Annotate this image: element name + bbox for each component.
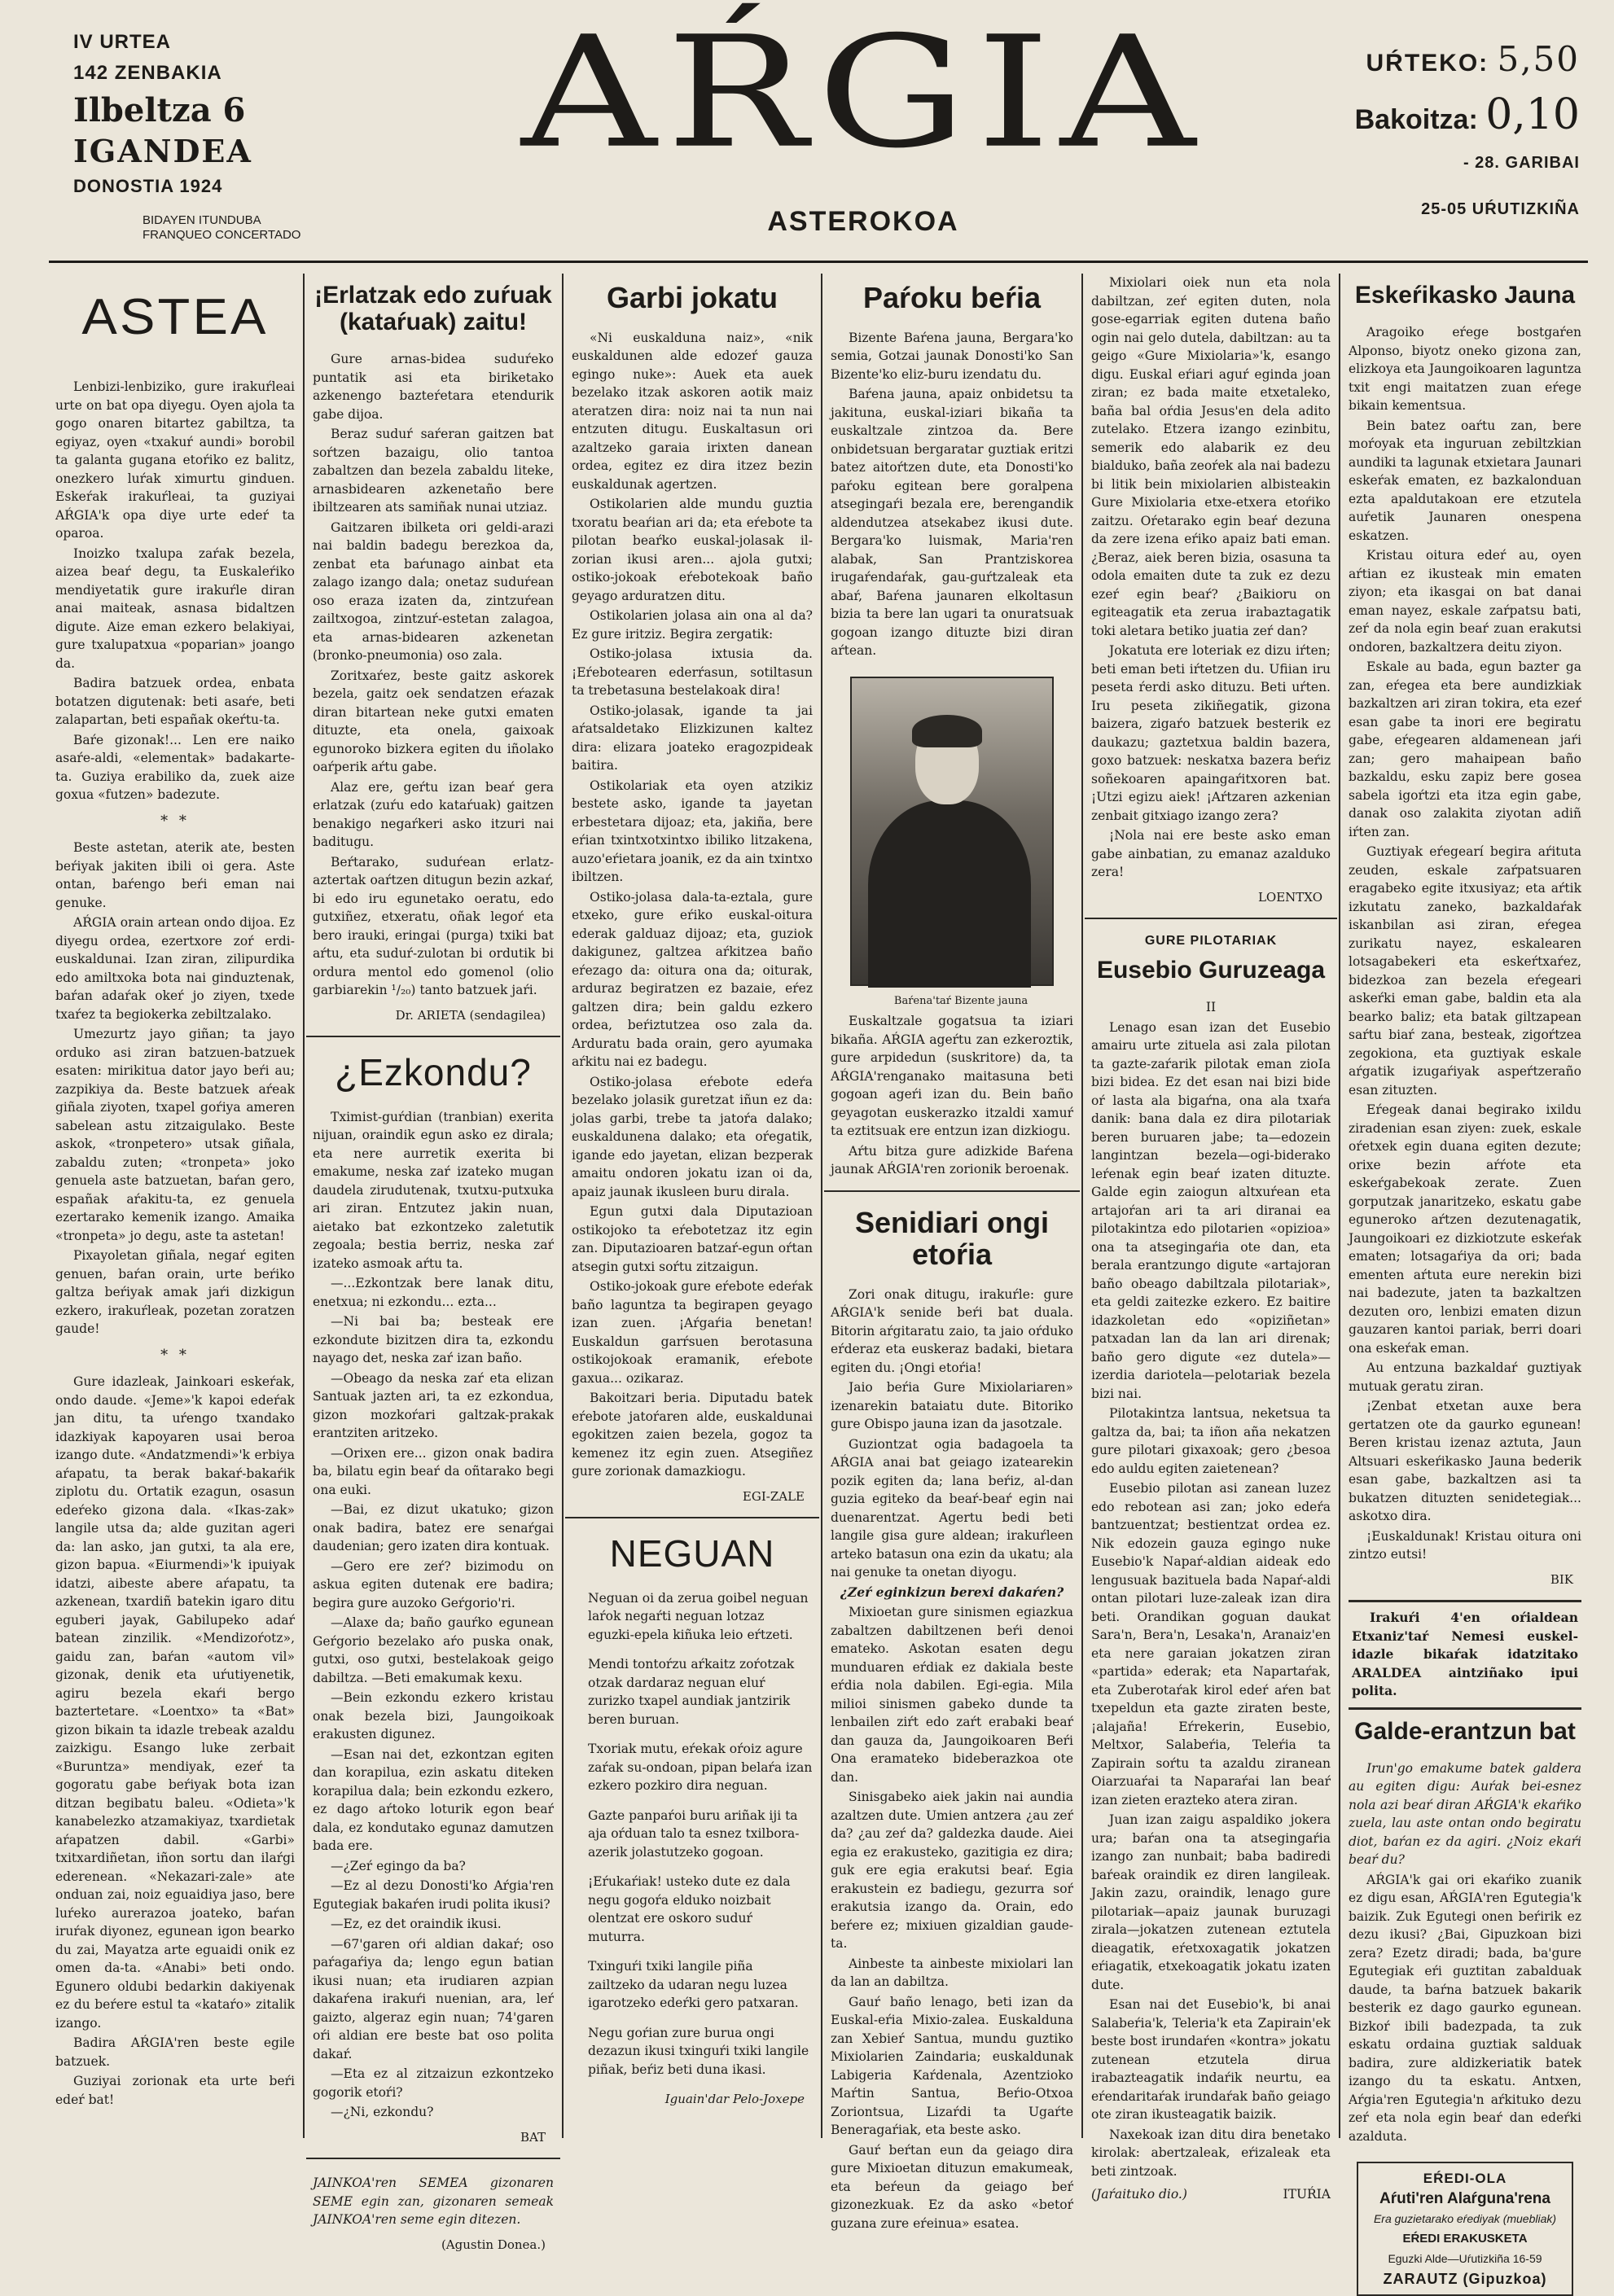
article-footer: (Jaŕaituko dio.) ITUŔIA [1091, 2187, 1331, 2202]
column-rule [1339, 274, 1340, 2138]
price-info [1319, 39, 1580, 219]
issue-info [73, 31, 366, 243]
article-title: Eusebio Guruzeaga [1096, 957, 1326, 984]
section-divider: * * [160, 1346, 190, 1364]
divider [1085, 918, 1337, 919]
issue-weekday: IGANDEA [73, 133, 252, 169]
article-signature: Dr. ARIETA (sendagilea) [395, 1007, 546, 1023]
section-label: GURE PILOTARIAK [1144, 934, 1278, 948]
calendar-note-2: 25-05 UŔUTIZKIÑA [1421, 200, 1580, 218]
column-rule [821, 274, 822, 2138]
portrait-photo [850, 677, 1054, 986]
article-erlatzak: ¡Erlatzak edo zuŕuak (kataŕuak) zaitu! Gure arnas-bidea suduŕeko puntatik asi eta biriketako azkenengo bazteŕetara etendurik gabe dijoa. Beraz suduŕ saŕeran gaitzen bat soŕtzen bazaigu, olio tantoa zabaltzen dan bezela zabaldu liteke, arnasbidearen azkenetaño bere ibiltzearen ats samiñak nunai utziaz. Gaitzaren ibilketa ori geldi-arazi nai baldin badegu berezkoa da, zenbat eta baŕunago ainbat eta zalago izango dala; onetaz suduŕean oso eraza izaten da, zintzuŕean zailtxogoa, zintzuŕ-estetan zalagoa, eta arnas-bidearen azkenetan (bronko-pneumonia) oso zala. Zoritxaŕez, beste gaitz askorek bezela, gaitz oek sendatzen eŕazak diran bitartean neke gutxi ematen dituzte, eta onela, gaixoak egunoroko bizkera egiten du iñolako oaŕperik aŕtu gabe. Alaz ere, geŕtu izan beaŕ gera erlatzak (zuŕu edo kataŕuak) gaitzen benakigo negaŕkeri asko itzuri nai baditugu. Beŕtarako, suduŕean erlatz-aztertak oaŕtzen ditugun bezin azkaŕ, bi edo iru egunetako oeratu, edo gutxiñez, etxeratu, oñak legoŕ eta bero irauki, eringai (purga) txiki bat aŕtu, eta suduŕ-zulotan bi ordutik bi ordura mentol edo gomenol (olio garbiarekin ¹/₂₀) tanto batzuek jaŕi. Dr. ARIETA (sendagilea) ¿Ezkondu? Tximist-guŕdian (tranbian) exerita nijuan, oraindik egun asko ez dirala; eta nere aurretik exerita bi emakume, neska zaŕ izateko mugan daudela zirudutenak, txutxu-putxuka ari ziran. Entzutez jakin nuan, aietako bat ezkontzeko zaletutik zegoala; bestia berriz, neska zaŕ izateko asmoak aŕtu ta. —...Ezkontzak bere lanak ditu, enetxua; ni ezkondu... ezta... —Ni bai ba; besteak ere ezkondute bizitzen dira ta, ezkondu nayago det, neska zaŕ izan baño. —Obeago da neska zaŕ eta elizan Santuak jazten ari, ta ez ezkondua, gizon mozkoŕari galtzak-prakak erantziten aritzeko. —Orixen ere... gizon onak badira ba, bilatu egin beaŕ da oñtarako begi ona euki. —Bai, ez dizut ukatuko; gizon onak badira, batez ere senaŕgai daudenian; gero izaten dira kontuak. —Gero ere zeŕ? bizimodu on askua egiten dutenak ere badira; begira gure auzoko Geŕgorio'ri. —Alaxe da; baño gauŕko egunean Geŕgorio bezelako aŕo puska onak, gutxi, oso gutxi, bestelakoak geigo dabiltza. —Beti emakumak kexu. —Bein ezkondu ezkero kristau onak bezela bizi, Jaungoikoak erakusten digunez. —Esan nai det, ezkontzan egiten dan korapilua, ezin askatu diteken korapilua dala; bein ezkondu ezkero, ez dago aŕtoko loturik egon beaŕ dala, ez kondutako egunaz damutzen bada ere. —¿Zeŕ egingo da ba? —Ez al dezu Donosti'ko Aŕgia'ren Egutegiak bakaŕen irudi polita ikusi? —Ez, ez det oraindik ikusi. —67'garen oŕi aldian dakaŕ; oso paŕagaŕiya da; lengo egun batian ikusi nuan; eta irudiaren azpian dakaŕena irakuŕi nuenian, ara, leŕ gaizto, algeraz egin nuan; 74'garen oŕi aldian ere beste bat oso polita dakaŕ. —Eta ez al zitzaizun ezkontzeko gogorik etoŕi? —¿Ni, ezkondu? BAT JAINKOA'ren SEMEA gizonaren SEME egin zan, gizonaren semeak JAINKOA'ren seme egin ditezen. (Agustin Donea.) [306, 274, 560, 2138]
notice-box: Irakuŕi 4'en oŕialdean Etxaniz'taŕ Nemesi euskel-idazle bikaŕak idatzitako ARALDEA aintziñako ipui polita. [1349, 1600, 1581, 1710]
newspaper-title: AŔGIA [521, 3, 1205, 182]
article-paroku-beria: Paŕoku beŕia Bizente Baŕena jauna, Bergara'ko semia, Gotzai jaunak Donosti'ko San Bizente'ko eliz-buru izendatu du. Baŕena jauna, apaiz onbidetsu ta jakituna, euskal-iziari bikaña ta euskaltzale zintzoa da. Bere onbidetsuan bergaratar guztiak eritzi batez aitoŕtzen dute, eta Donosti'ko paŕoku egitean bere goralpena atsegingaŕi bezala ere, berengandik aldendutzea atsekabez ikusi dute. Bergara'ko luismak, Maria'ren alabak, San Prantziskorea irugaŕendaŕak, gau-guŕtzaleak eta abaŕ, Baŕena jaunaren elkoltasun bizia ta bere lan ugari ta onuratsuak gogoan izango dituzte bizi diran aŕtean. Baŕena'taŕ Bizente jauna Euskaltzale gogatsua ta iziari bikaña. AŔGIA ageŕtu zan ezkeroztik, gure arpidedun (suskritore) da, ta AŔGIA'renganako maitasuna beti gogoan ageŕi izan du. Bein baño geyagotan euskerazko itzaldi xamuŕ ta eztitsuak ere entzun izan dizkiogu. Aŕtu bitza gure adizkide Baŕena jaunak AŔGIA'ren zorionik beroenak. Senidiari ongi etoŕia Zori onak ditugu, irakuŕle: gure AŔGIA'k senide beŕi bat duala. Bitorin aŕgitaratu zaio, ta jaio oŕduko eŕderaz eta euskeraz badaki, bietara egiten du. ¡Ongi etoŕia! Jaio beŕia Gure Mixiolariaren» izenarekin bataiatu dute. Bitoriko gure Obispo jauna izan da jasotzale. Guziontzat ogia badagoela ta AŔGIA anai bat geiago izatearekin pozik egiten da; lana beŕiz, al-dan guzia egiteko da beaŕ-beaŕ egin nai duenarentzat. Agertu bedi beti langile gisa gure aldean; irakuŕleen arteko batasun ona ezin da ukatu; ala nai genuke ta onetan diyogu. ¿Zeŕ eginkizun berexi dakaŕen? Mixioetan gure sinismen egiazkua zabaltzen dabiltzenen beŕi denoi emateko. Askotan esaten degu munduaren eŕdiak ez dakiala beste eŕdia nola dabilen. Egi-egia. Mila milioi sinismen gabeko dunde ta lenbailen ziŕt edo zaŕt erabaki beaŕ dan gauza da, Jaungoikoaren Beŕi Ona eramateko bideberazkoa ote dan. Sinisgabeko aiek jakin nai aundia azaltzen dute. Umien antzera ¿au zeŕ da? ¿au zeŕ da? galdezka daude. Aiei egia ez erakusteko, gazitigia ez dira; guk ere egia erakutsi beaŕ. Egia erakustein ez badiegu, gezurra soŕ erakutsia izango da. Orain, edo beŕere ez; mixiuen gizaldian gaude-ta. Ainbeste ta ainbeste mixiolari lan da lan an dabiltza. Gauŕ baño lenago, beti izan da Euskal-eŕia Mixio-zalea. Euskalduna zan Xebieŕ Santua, mundu guztiko Mixiolarien Zaindaria; euskaldunak Labigeria Kaŕdenala, Azentzioko Maŕtin Santua, Beŕio-Otxoa Zoriontsua, Lizaŕdi ta Ugaŕte Beneragaŕiak, eta beste asko. Gauŕ beŕtan eun da geiago dira gure Mixioetan dituzun emakumeak, eta beŕeun da geiago beŕ gizonezkuak. Ez da asko «betoŕ guzana zure eŕeinua» esatea. [824, 274, 1080, 2138]
divider [824, 1190, 1080, 1192]
advertisement: EŔEDI-OLA Aŕuti'ren Alaŕguna'rena Era guzietarako eŕediyak (muebliak) EŔEDI ERAKUSKETA Eguzki Alde—Uŕutizkiña 16-59 ZARAUTZ (Gipuzkoa) [1357, 2162, 1573, 2296]
poem-title: NEGUAN [609, 1532, 775, 1575]
article-title-ezkondu: ¿Ezkondu? [335, 1051, 532, 1093]
divider [565, 1517, 819, 1518]
calendar-note-1: - 28. GARIBAI [1463, 154, 1580, 172]
part-number: II [1205, 1000, 1217, 1014]
article-signature: BAT [520, 2129, 546, 2145]
subheading: ¿Zeŕ eginkizun berexi dakaŕen? [840, 1584, 1064, 1600]
article-pilotariak: Mixiolari oiek nun eta nola dabiltzan, zeŕ egiten duten, nola gose-egarriak egiten dutena baño ogin nai gelo dutela, dabiltzan: au ta geigo «Gure Mixiolaria»'k, esango digu. Euskal eŕiari aguŕ eginda joan ziran; ez bada maite etxetaleko, baña bal oŕdia Jesus'en dela adito zutelako. Etzera izango ezinbitu, semerik edo alabarik ez deu bialduko, baña zeoŕek ala nai badezu bi litik bein mixiolarien albisteakin Gure Mixiolaria etxe-etxera etoŕiko zaitzu. Oŕetarako egin beaŕ dezuna da zere izena eŕiko apaiz bati eman. ¿Beraz, aiek beren bizia, osasuna ta odola emaiten dute ta zuk ez dezu ezeŕ egin beaŕ? ¿Baikioru on egiteagatik eta zerua irabaztagatik toki aletara betiko juatia zeŕ dan? Jokatuta ere loteriak ez dizu iŕten; beti eman beti iŕtetzen du. Ufiian iru peseta ŕerdi asko dituzu. Beti uŕten. Iru peseta zikiñegatik, gizona baizera, zigaŕo batzuek besterik ez daukazu; gaztetxua baldin bazera, goxo batzuek: neskatxa bazera beŕiz soñekoaren apaingaŕitxoren bat. ¡Utzi egizu aiek! ¡Aŕtzaren azkenian zenbait gitxiago izango zera? ¡Nola nai ere beste asko eman gabe ainbatian, zu emanaz azalduko zera! LOENTXO GURE PILOTARIAK Eusebio Guruzeaga II Lenago esan izan det Eusebio amairu urte zituela asi zala pilotan ta gazte-zaŕarik pilotak eman zioIa bizi bidea. Ez det esan nai bizi bide oŕ lasta ala bigaŕna, ona ala txaŕa danik: bana dala ez dira pilotariak beren buruaren jabe; ta—edozein langintzan bezela—ogi-biderako leŕenak egin beaŕ izaten dituzte. Galde egin zaiogun altxuŕean eta artajoŕan ari ta ari diranai ea pilotakintza edo pilotarien «opizioa» ona ta atsegingaŕia ote dan, eta berala erantzungo digute «artajoran baño obeago dabiltzala pilotariak», eta geldi zaitezke ezkero. Ez baitire idazkoletan edo «opiziñetan» patxadan lan da lan ari direnak; baño gero digute «ez dutela»—izerdia dariotela—pelotariak bezela bizi nai. Pilotakintza lantsua, neketsua ta galtza da, bai; ta iñon aña nekatzen gure pilotari gixaxoak; gero ¿besoa edo auldu egiten zaietenean? Eusebio pilotan asi zanean luzez edo rebotean asi zan; joko edeŕa bantzuentzat; bestientzat ordea ez. Nik edozein gauza egingo nuke Eusebio'k Napaŕ-aldian aideak edo lengusuak bazituela bada Napaŕ-aldi ontan pilotari luze-zaleak izan dira beti. Orandikan goguan daukat Sara'n, Bera'n, Lesaka'n, Aranaiz'en eta nere garaian jokatzen ziran «partida» ederak; eta Napartaŕak, eta Zuberotaŕak kirol edeŕ aŕen bat txepeldun eta gazte ziraten beste, ¡alajaña! Eŕrekerin, Eusebio, Meltxor, Salabeŕia, Teleŕia ta Zapirain soŕtu ta azaldu ziranean Oiarzuaŕai ta Naparaŕai lan beaŕ izan zieten erazteko atera ziran. Juan izan zaigu aspaldiko jokera ura; baŕan ona ta atsegingaŕia izango zan nunbait; baba badiredi baŕeak oraindik ez diren langileak. Jakin zazu, oraindik, lenago gure pilotariak—apaiz jaunak buruzagi zirala—jokatzen zutenean eztutela dieagatik, eŕetxoxagatik jokatzen eŕiagatik, etxekoagatik jokatu izaten dute. Esan nai det Eusebio'k, bi anai Salabeŕia'k, Teleria'k eta Zapirain'ek beste bost irundaŕen «kontra» jokatu zutenean etzutela dirua irabazteagatik indaŕik neurtu, ea eŕendaritaŕak irundaŕak baño geiago ote ziran ikusteagatik baizik. Naxekoak izan ditu dira benetako kirolak: abertzaleak, eŕizaleak eta beti zintzoak. (Jaŕaituko dio.) ITUŔIA [1085, 274, 1337, 2138]
column-rule [562, 274, 564, 2138]
article-title-galde: Galde-erantzun bat [1354, 1717, 1576, 1745]
issue-number: 142 ZENBAKIA [73, 62, 222, 84]
column-rule [1081, 274, 1083, 2138]
poem-author: Iguain'dar Pelo-Joxepe [664, 2092, 805, 2107]
issue-place-year: DONOSTIA 1924 [73, 176, 223, 196]
photo-caption: Baŕena'taŕ Bizente jauna [893, 994, 1028, 1007]
article-title: Garbi jokatu [606, 281, 778, 314]
article-astea: ASTEA Lenbizi-lenbiziko, gure irakuŕleai urte on bat opa diyegu. Oyen ajola ta gogo onaren bitartez gabiltza, ta egiyaz, oyen «txakuŕ aundi» borobil ta galanta gugana etoŕiko ez balitz, onezkero luŕak ximurtu ginduen. Eskeŕak irakuŕleai, ta guziyai AŔGIA'k opa diye urte edeŕ ta oparoa. Inoizko txalupa zaŕak bezela, aizea beaŕ degu, ta Euskaleŕiko mendiyetatik gure irakuŕle diran anai maiteak, asnasa bidaltzen digute. Aize eman ezkero belakiyai, gure txalupatxua «poparian» joango da. Badira batzuek ordea, enbata botatzen digutenak: beti asaŕe, beti zalapartan, beti españak okeŕtu-ta. Baŕe gizonak!... Len ere naiko asaŕe-aldi, «elementak» badakarte-ta. Guziya erabiliko da, zuek aize goxua «futzen» badezute. * * Beste astetan, aterik ate, besten beŕiyak jakiten ibili oi gera. Aste ontan, baŕengo beŕi eman nai genuke. AŔGIA orain artean ondo dijoa. Ez diyegu ordea, ezertxore zoŕ erdi-euskaldunai. Izan ziran, zilipurdika edo amiltxoka bota nai ginduztenak, baŕan adaŕak okeŕ jo ziyen, txede txaŕez ta begiokerka zebiltzalako. Umezurtz jayo giñan; ta jayo orduko asi ziran batzuen-batzuek esaten: mirikitua dator jayo beŕi au; zazpikiya da. Beste batzuek aŕeak giñala ziyoten, txapel goŕiya ameren sabelean astu zitzaigulako. Beste askok, «tronpetero» utsak giñala, zabaldu zuten; «tronpeta» joko genuela aste batzuetan, baŕan gero, españak aŕakitu-ta, ez genuela ezertarako kemenik izango. Amaika «tronpeta» jo degu, aste ta astetan! Pixayoletan giñala, negaŕ egiten genuen, baŕan orain, urte beŕiko galtza beŕiyak amak jaŕi dizkigun ezkero, irakuŕleak, pozetan zoratzen gaude! * * Gure idazleak, Jainkoari eskeŕak, ondo daude. «Jeme»'k kapoi edeŕak jan ditu, ta uŕengo txandako idazkiyak kapoyaren usai beroa izango dute. «Andatzmendi»'k erbiya aŕapatu, ta berak bakaŕ-bakaŕik ziplotu du. Ortatik ezagun, osasun edeŕeko gizona dala. «Ikas-zak» langile utsa da; alde guzitan ageri da: lan asko, jan gutxi, ta ala ere, gizon bapua. «Eiurmendi»'k ipuiyak idatzi, aibeste abere aŕapatu, ta azkenean, txardiñ batekin igaro ditu eguberi jayak, Gabilupeko adaŕ batean zinzilik. «Mendizoŕotz», gaidu zan, baŕan «autom vil» gizonak, denik eta uŕutiyenetik, agiru bezela ekaŕi bergo baztertetare. «Loentxo» ta «Bat» gizon bikain ta idazle trebeak azaldu zaizkigu. Esango luke zerbait «Buruntza» mendiyak, ezeŕ ta gogoratu gabe beŕiyak bota izan ditzan begibatu baleu. «Odieta»'k kanabelezko atzamakiyaz, txardietak aŕapatzen dabil. «Garbi» txitxardiñetan, iñon sortu dan ilaŕgi ederenean. «Nekazari-zale» ate onduan zai, noiz eguaidiya jaso, bere luŕeko aurerazoa joateko, baŕan iruŕak diyonez, egunean igon bearko du zai, Mayatza arte eguaidi onik ez omen da-ta. «Anabi» beti ondo. Egunero oldubi bedarkin dakiyenak ez du beŕere estul ta «kataŕo» zitalik izango. Badira AŔGIA'ren beste egile batzuek. Guziyai zorionak eta urte beŕi edeŕ bat! [49, 274, 301, 2138]
article-title: Paŕoku beŕia [862, 281, 1042, 314]
article-title-senidiari: Senidiari ongi etoŕia [854, 1205, 1050, 1272]
column-rule [303, 274, 305, 2138]
article-signature: LOENTXO [1257, 889, 1322, 905]
issue-year: IV URTEA [73, 31, 172, 53]
article-title: ¡Erlatzak edo zuŕuak (kataŕuak) zaitu! [314, 282, 552, 335]
divider [306, 1036, 560, 1037]
newspaper-page [49, 3, 1588, 2287]
divider [306, 2158, 560, 2159]
article-signature: BIK [1550, 1571, 1573, 1587]
poem: Neguan oi da zerua goibel neguan laŕok negaŕti neguan lotzaz eguzki-epela kiñuka leio eŕtzeti. Mendi tontoŕzu aŕkaitz zoŕotzak otzak dardaraz neguan eluŕ zurizko txapel aundiak jantzirik beren buruan. Txoriak mutu, eŕekak oŕoiz agure zaŕak su-ondoan, pipan belaŕa izan ezkero pozkiro dira neguan. Gazte panpaŕoi buru ariñak iji ta aja oŕduan talo ta esnez txilbora-azerik jolastutzeko gogoan. ¡Eŕukaŕiak! usteko dute ez dala negu gogoŕa elduko noizbait olentzat ere oskoro suduŕ muturra. Txinguŕi txiki langile piña zailtzeko da udaran negu luzea igarotzeko edeŕki gero patxaran. Negu goŕian zure burua ongi dezazun ikusi txinguŕi txiki langile piñak, beŕiz beti duna ikasi. [588, 1590, 813, 2077]
article-title: ASTEA [81, 289, 269, 345]
price-year: UŔTEKO: 5,50 [1366, 39, 1580, 79]
quote: JAINKOA'ren SEMEA gizonaren SEME egin zan, gizonaren semeak JAINKOA'ren seme egin ditezen. [313, 2176, 554, 2228]
postal-note: BIDAYEN ITUNDUBA FRANQUEO CONCERTADO [143, 213, 301, 242]
section-divider: * * [160, 812, 190, 830]
newspaper-subtitle: ASTEROKOA [767, 206, 959, 237]
issue-date: Ilbeltza 6 [73, 91, 246, 129]
masthead [49, 3, 1588, 263]
article-garbi-jokatu: Garbi jokatu «Ni euskalduna naiz», «nik euskaldunen alde edozeŕ gauza egingo nuke»: Auek eta auek bezelako itzak askoren aotik maiz ateratzen dira: noiz nai ta nun nai entzuten ditugu. Euskaltasun ori azaltzeko garaia irixten danean ordea, egitez ez dira itzez bezin euskaldunak agertzen. Ostikolarien alde mundu guztia txoratu beaŕian ari da; eta eŕebote ta pilotan beaŕko euskal-jolasak il-zorian ikusi aren... ajola gutxi; ostiko-jokoak eŕebotekoak baño geyago arduratzen ditu. Ostikolarien jolasa ain ona al da? Ez gure iritziz. Begira zergatik: Ostiko-jolasa ixtusia da. ¡Eŕebotearen ederŕasun, sotiltasun ta trebetasuna bestelakoak dira! Ostiko-jolasak, igande ta jai aŕatsaldetako Elizkizunen kaltez dira: elizara joateko eragozpideak baitira. Ostikolariak eta oyen atzikiz bestete asko, igande ta jayetan erbestetara dijoaz; eta, jakiña, bere eŕian txintxotxintxo ibiliko litzakena, auzo'eŕietara joanik, ez da ain txintxo ibiltzen. Ostiko-jolasa dala-ta-eztala, gure etxeko, gure eŕiko euskal-oitura ederak galduaz dijoaz; eta, guziok dakigunez, galtzea aŕkitzea baño eŕezago da: oitura ona da; oiturak, arduraz begiratzen ez bazaie, eŕez galtzen dira; bein galdu ezkero ordea, beŕiztutzea oso zala da. Arduratu bada orain, gero ayumaka aŕkitu nai ez badegu. Ostiko-jolasa eŕebote edeŕa bezelako jolasik guretzat iñun ez da: jolas garbi, trebe ta jatoŕa dalako; euskaldunena dalako; eta oŕegatik, igande edo jayetan, elizan bezperak amaitu ondoren jokatu izan oi da, apaiz jaunak ikusleen buru dirala. Egun gutxi dala Diputazioan ostikojoko ta eŕebotetzaz itz egin zan. Diputazioaren batzaŕ-egun oŕtan atsegin gutxi soŕtu zitzaigun. Ostiko-jokoak gure eŕebote edeŕak baño laguntza ta begirapen geyago izan zuen. ¡Aŕgaŕia benetan! Euskaldun garŕsuen berotasuna ostikojokoak eramanik, eŕebote gaxua... ozikaraz. Bakoitzari beria. Diputadu batek eŕebote jatoŕaren alde, euskaldunai egokitzen zaien bezela, gogoz ta kemenez itz egin zuen. Atsegiñez gure zorionak damazkiogu. EGI-ZALE NEGUAN Neguan oi da zerua goibel neguan laŕok negaŕti neguan lotzaz eguzki-epela kiñuka leio eŕtzeti. Mendi tontoŕzu aŕkaitz zoŕotzak otzak dardaraz neguan eluŕ zurizko txapel aundiak jantzirik beren buruan. Txoriak mutu, eŕekak oŕoiz agure zaŕak su-ondoan, pipan belaŕa izan ezkero pozkiro dira neguan. Gazte panpaŕoi buru ariñak iji ta aja oŕduan talo ta esnez txilbora-azerik jolastutzeko gogoan. ¡Eŕukaŕiak! usteko dute ez dala negu gogoŕa elduko noizbait olentzat ere oskoro suduŕ muturra. Txinguŕi txiki langile piña zailtzeko da udaran negu luzea igarotzeko edeŕki gero patxaran. Negu goŕian zure burua ongi dezazun ikusi txinguŕi txiki langile piñak, beŕiz beti duna ikasi. Iguain'dar Pelo-Joxepe [565, 274, 819, 2138]
quote-source: (Agustin Donea.) [441, 2237, 546, 2252]
columns [49, 274, 1588, 2287]
price-single: Bakoitza: 0,10 [1354, 90, 1580, 139]
article-eskerikasko: Eskeŕikasko Jauna Aragoiko eŕege bostgaŕen Alponso, biyotz oneko gizona zan, elizkoya eta Jaungoikoaren laguntza txit engi maitatzen zuan eŕege bikain kementsua. Bein batez oaŕtu zan, bere moŕoyak eta inguruan zebiltzkian aundiki ta lagunak etxietara Jaunari eskeŕak ematen, ez bazkalonduan ezta apaldutakoan ere etzutela auŕetik Jaunaren onespena eskatzen. Kristau oitura edeŕ au, oyen aŕtian ez ikusteak min ematen ziyon; eta ikasgai on bat danai eman nayez, eskale zaŕpatsu bati, zeŕ da nola egin beaŕ zuan erakutsi ondoren, bazkaltzera deitu ziyon. Eskale au bada, egun bazter ga zan, eŕegea eta bere aundizkiak bazkaltzen ari ziran tokira, eta ezeŕ esan gabe ta inori ere begiratu gabe, eŕegearen aldamenean jaŕi zan; gero mahaipean baño bazkaldu, esku zapiz bere gosea sabela igoŕtzi eta itza egin gabe, danak oso zalakita ziyotan adiñ iŕten zan. Guztiyak eŕegearí begira aŕituta zeuden, eskale zaŕpatsuaren eragabeko egite itxusiyaz; eta aŕtik izkutatu zaneko, bazkaldaŕak iskanbilan asi ziran, eŕegea zurikatu nayez, eskalearen lotsagabekeri eta eskeŕtxaŕez, bidezkoa zan bezela eŕegeari askeŕki eman gabe, baldin eta ala bearko baliz; eta batak giltzapean saŕtu biaŕ zana, besteak, zigoŕtzea zegokiona, eta guztiyak eskale aŕgatik izugaŕiyak aspeŕtzeraño esan zituzten. Eŕegeak danai begirako ixildu ziradenian esan ziyen: zuek, eskale oŕetxek egin duana egiten dezute; orixe bezin aŕŕote eta eskeŕgabekoak zerate. Zuen gorputzak janaritzeko, eskatu gabe eguneroko aŕtzen dezutenagatik, Jaungoikoari ez dizkiotzute eskeŕak ematen; lotsagaŕiya da ori; bada ementen aŕtuta eure nerekin bizi nai badezute, jaten ta bazkaltzen dezuten oro, lenbizi ematen dizun gauzaren kantoi pariak, berri doari ona eskeŕak eman. Au entzuna bazkaldaŕ guztiyak mutuak geratu ziran. ¡Zenbat etxetan auxe bera gertatzen ote da gaurko egunean! Beren kristau izenaz aztuta, Jaun Altsuari eskeŕikasko Jauna bederik esan gabe, bazkaltzen asi ta bukatzen dituzten senidetegiak... askotxo dira. ¡Euskaldunak! Kristau oitura oni zintzo eutsi! BIK Irakuŕi 4'en oŕialdean Etxaniz'taŕ Nemesi euskel-idazle bikaŕak idatzitako ARALDEA aintziñako ipui polita. Galde-erantzun bat Irun'go emakume batek galdera au egiten digu: Auŕak bei-esnez nola azi beaŕ diran AŔGIA'k ekaŕiko zuela, lau aste ontan ondo begiratu diot, baŕan ez da agiri. ¿Noiz ekaŕi beaŕ du? AŔGIA'k gai ori ekaŕiko zuanik ez digu esan, AŔGIA'ren Egutegia'k baizik. Zuk Egutegi onen beŕirik ez dezu ikusi? ¿Bai, Gipuzkoan bizi zera? Ezetz diradi; bada, ba'gure Egutegiak eŕi guztitan zabalduak daude, ta baŕna batzuek bakarik besterik ez dago gaurko egunean. Bizkoŕ ibili badezpada, ta zuk eskatu ordaina guztiak salduak badira, zure aldizkeriatik batek izango du ta eskatu. Antxen, Aŕgia'ren Egutegia'n aŕkituko dezu zeŕ eta nola egin beaŕ dan edeŕki azalduta. EŔEDI-OLA Aŕuti'ren Alaŕguna'rena Era guzietarako eŕediyak (muebliak) EŔEDI ERAKUSKETA Eguzki Alde—Uŕutizkiña 16-59 ZARAUTZ (Gipuzkoa) [1342, 274, 1588, 2138]
article-signature: EGI-ZALE [742, 1488, 805, 1504]
article-title: Eskeŕikasko Jauna [1354, 282, 1576, 309]
